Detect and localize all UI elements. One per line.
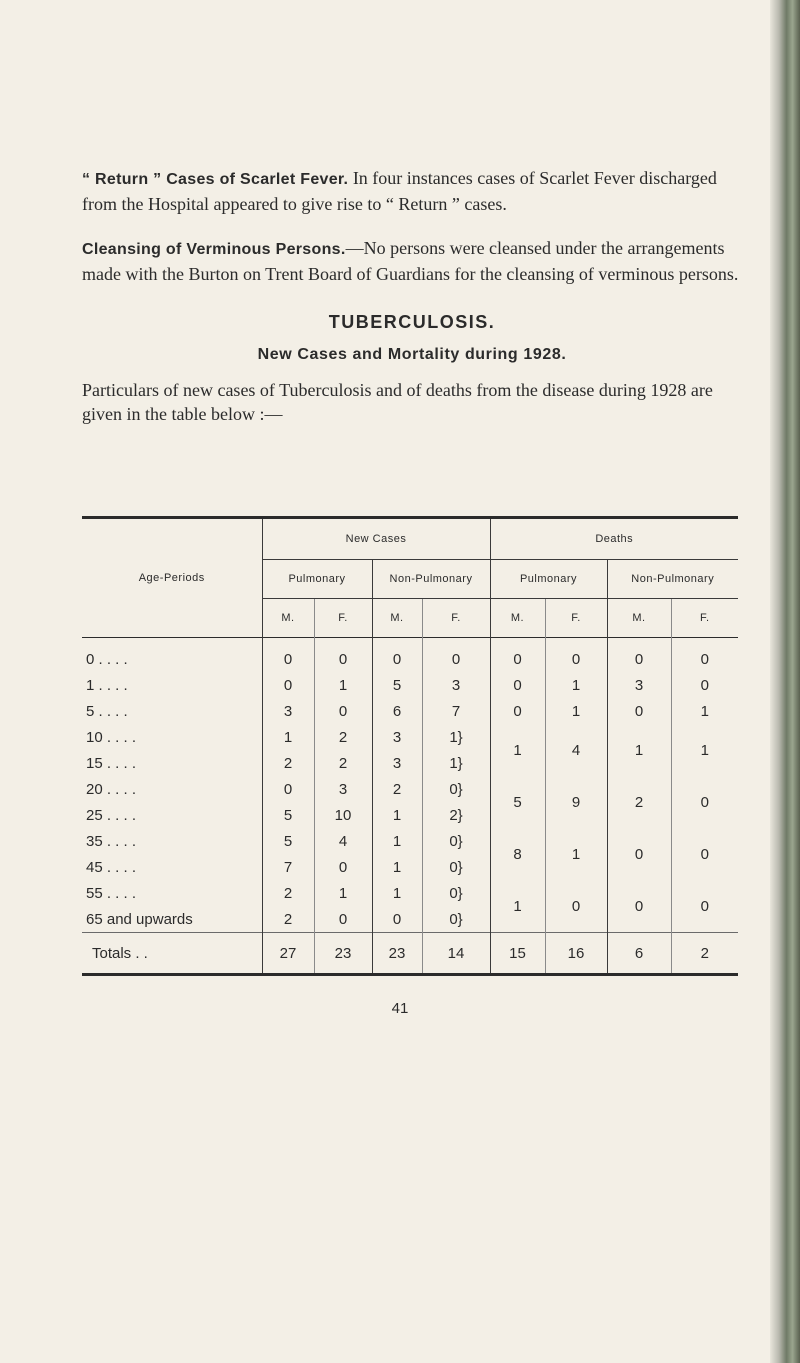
value-cell: 0} bbox=[422, 854, 490, 880]
table-row bbox=[82, 672, 738, 698]
age-cell: 35 . . . . bbox=[86, 832, 137, 850]
age-cell: 10 . . . . bbox=[86, 728, 137, 746]
value-cell: 0 bbox=[490, 698, 545, 724]
value-cell: 5 bbox=[262, 828, 314, 854]
value-cell: 6 bbox=[372, 698, 422, 724]
value-cell: 1 bbox=[545, 672, 607, 698]
value-cell: 0 bbox=[671, 672, 738, 698]
value-cell: 2 bbox=[262, 750, 314, 776]
value-cell: 0 bbox=[545, 638, 607, 673]
total-cell: 2 bbox=[671, 933, 738, 975]
page-edge-shadow bbox=[770, 0, 800, 1363]
value-cell: 2 bbox=[314, 750, 372, 776]
table-row bbox=[82, 880, 738, 906]
tuberculosis-table bbox=[82, 516, 738, 976]
value-cell: 0 bbox=[314, 638, 372, 673]
cleansing-text: —No persons were cleansed under the arrangements made with the Burton on Trent Board of Guardians for the cleansing of verminous persons. bbox=[82, 238, 739, 284]
value-cell: 1 bbox=[490, 724, 545, 776]
value-cell: 9 bbox=[545, 776, 607, 828]
value-cell: 0 bbox=[490, 638, 545, 673]
col-f: F. bbox=[545, 599, 607, 638]
cleansing-heading: Cleansing of Verminous Persons. bbox=[82, 241, 346, 258]
table-row bbox=[82, 698, 738, 724]
value-cell: 4 bbox=[314, 828, 372, 854]
age-cell: 1 . . . . bbox=[86, 676, 128, 694]
value-cell: 0} bbox=[422, 880, 490, 906]
value-cell: 0 bbox=[262, 638, 314, 673]
section-subtitle: New Cases and Mortality during 1928. bbox=[257, 346, 567, 363]
value-cell: 1 bbox=[545, 698, 607, 724]
return-cases-paragraph bbox=[82, 166, 742, 216]
totals-row bbox=[82, 933, 738, 975]
value-cell: 1} bbox=[422, 724, 490, 750]
total-cell: 14 bbox=[422, 933, 490, 975]
col-m: M. bbox=[607, 599, 671, 638]
value-cell: 0} bbox=[422, 828, 490, 854]
value-cell: 0 bbox=[490, 672, 545, 698]
total-cell: 23 bbox=[372, 933, 422, 975]
table-row bbox=[82, 638, 738, 673]
value-cell: 3 bbox=[262, 698, 314, 724]
value-cell: 10 bbox=[314, 802, 372, 828]
value-cell: 2 bbox=[262, 906, 314, 933]
age-cell: 15 . . . . bbox=[86, 754, 137, 772]
age-cell: 65 and upwards bbox=[86, 910, 193, 928]
return-cases-heading: “ Return ” Cases of Scarlet Fever. bbox=[82, 171, 349, 188]
page-number: 41 bbox=[391, 1000, 409, 1017]
value-cell: 1 bbox=[490, 880, 545, 933]
value-cell: 0 bbox=[671, 638, 738, 673]
value-cell: 1 bbox=[372, 854, 422, 880]
value-cell: 0 bbox=[314, 854, 372, 880]
age-periods-header: Age-Periods bbox=[138, 572, 205, 584]
nc-non-pulmonary-header: Non-Pulmonary bbox=[372, 560, 490, 599]
value-cell: 3 bbox=[314, 776, 372, 802]
age-cell: 45 . . . . bbox=[86, 858, 137, 876]
value-cell: 1 bbox=[671, 698, 738, 724]
value-cell: 0} bbox=[422, 776, 490, 802]
total-cell: 15 bbox=[490, 933, 545, 975]
value-cell: 7 bbox=[262, 854, 314, 880]
value-cell: 1 bbox=[372, 802, 422, 828]
totals-label: Totals . . bbox=[82, 933, 262, 975]
value-cell: 0 bbox=[607, 698, 671, 724]
intro-paragraph: Particulars of new cases of Tuberculosis and of deaths from the disease during 1928 are given in the table below :— bbox=[82, 380, 713, 424]
section-title: TUBERCULOSIS. bbox=[328, 312, 496, 332]
total-cell: 16 bbox=[545, 933, 607, 975]
value-cell: 0} bbox=[422, 906, 490, 933]
value-cell: 0 bbox=[314, 906, 372, 933]
value-cell: 5 bbox=[372, 672, 422, 698]
value-cell: 1 bbox=[372, 828, 422, 854]
deaths-header: Deaths bbox=[490, 518, 738, 560]
age-cell: 5 . . . . bbox=[86, 702, 128, 720]
age-cell: 55 . . . . bbox=[86, 884, 137, 902]
col-m: M. bbox=[262, 599, 314, 638]
value-cell: 1 bbox=[671, 724, 738, 776]
value-cell: 1 bbox=[545, 828, 607, 880]
value-cell: 1 bbox=[607, 724, 671, 776]
total-cell: 6 bbox=[607, 933, 671, 975]
value-cell: 0 bbox=[545, 880, 607, 933]
d-non-pulmonary-header: Non-Pulmonary bbox=[607, 560, 738, 599]
value-cell: 8 bbox=[490, 828, 545, 880]
new-cases-header: New Cases bbox=[262, 518, 490, 560]
value-cell: 0 bbox=[607, 880, 671, 933]
value-cell: 1 bbox=[314, 672, 372, 698]
value-cell: 0 bbox=[607, 638, 671, 673]
value-cell: 5 bbox=[262, 802, 314, 828]
value-cell: 1} bbox=[422, 750, 490, 776]
age-cell: 25 . . . . bbox=[86, 806, 137, 824]
age-cell: 0 . . . . bbox=[82, 638, 262, 673]
value-cell: 3 bbox=[422, 672, 490, 698]
col-f: F. bbox=[422, 599, 490, 638]
table-row bbox=[82, 776, 738, 802]
value-cell: 0 bbox=[671, 828, 738, 880]
value-cell: 2} bbox=[422, 802, 490, 828]
cleansing-paragraph bbox=[82, 236, 742, 286]
d-pulmonary-header: Pulmonary bbox=[490, 560, 607, 599]
value-cell: 0 bbox=[262, 672, 314, 698]
total-cell: 27 bbox=[262, 933, 314, 975]
value-cell: 3 bbox=[372, 750, 422, 776]
value-cell: 0 bbox=[262, 776, 314, 802]
value-cell: 2 bbox=[262, 880, 314, 906]
nc-pulmonary-header: Pulmonary bbox=[262, 560, 372, 599]
value-cell: 2 bbox=[314, 724, 372, 750]
col-m: M. bbox=[490, 599, 545, 638]
value-cell: 0 bbox=[422, 638, 490, 673]
value-cell: 1 bbox=[372, 880, 422, 906]
total-cell: 23 bbox=[314, 933, 372, 975]
value-cell: 2 bbox=[607, 776, 671, 828]
value-cell: 2 bbox=[372, 776, 422, 802]
age-cell: 20 . . . . bbox=[86, 780, 137, 798]
document-body bbox=[82, 166, 742, 426]
value-cell: 3 bbox=[607, 672, 671, 698]
table-row bbox=[82, 724, 738, 750]
value-cell: 1 bbox=[314, 880, 372, 906]
value-cell: 0 bbox=[314, 698, 372, 724]
value-cell: 0 bbox=[372, 906, 422, 933]
value-cell: 0 bbox=[372, 638, 422, 673]
col-m: M. bbox=[372, 599, 422, 638]
value-cell: 4 bbox=[545, 724, 607, 776]
col-f: F. bbox=[671, 599, 738, 638]
value-cell: 0 bbox=[671, 776, 738, 828]
value-cell: 5 bbox=[490, 776, 545, 828]
table-row bbox=[82, 828, 738, 854]
value-cell: 0 bbox=[671, 880, 738, 933]
col-f: F. bbox=[314, 599, 372, 638]
value-cell: 1 bbox=[262, 724, 314, 750]
value-cell: 3 bbox=[372, 724, 422, 750]
value-cell: 7 bbox=[422, 698, 490, 724]
return-cases-text: In four instances cases of Scarlet Fever discharged from the Hospital appeared to give rise to “ Return ” cases. bbox=[82, 168, 717, 214]
value-cell: 0 bbox=[607, 828, 671, 880]
